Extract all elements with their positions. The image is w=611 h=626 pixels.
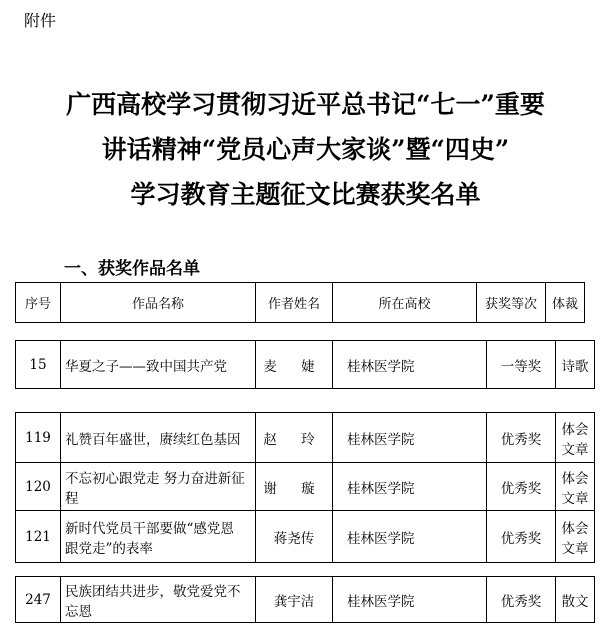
title-line-2: 讲话精神“党员心声大家谈”暨“四史” bbox=[101, 135, 510, 164]
cell-award: 一等奖 bbox=[487, 341, 556, 389]
cell-author: 龚宇洁 bbox=[256, 577, 333, 623]
cell-school: 桂林医学院 bbox=[333, 511, 487, 563]
award-table-header bbox=[15, 282, 585, 323]
cell-school: 桂林医学院 bbox=[333, 341, 487, 389]
cell-no: 15 bbox=[16, 341, 61, 389]
table-row bbox=[16, 463, 595, 511]
cell-genre: 体会文章 bbox=[556, 413, 595, 463]
table-row bbox=[16, 413, 595, 463]
cell-no: 247 bbox=[16, 577, 61, 623]
title-line-3: 学习教育主题征文比赛获奖名单 bbox=[130, 180, 481, 209]
cell-no: 120 bbox=[16, 463, 61, 511]
cell-work: 新时代党员干部要做“感党恩 跟党走”的表率 bbox=[61, 511, 256, 563]
title-line-1: 广西高校学习贯彻习近平总书记“七一”重要 bbox=[66, 90, 545, 119]
cell-school: 桂林医学院 bbox=[333, 463, 487, 511]
cell-genre: 体会文章 bbox=[556, 463, 595, 511]
cell-award: 优秀奖 bbox=[487, 413, 556, 463]
attachment-label: 附件 bbox=[24, 11, 57, 30]
award-table-group-1 bbox=[15, 340, 595, 389]
cell-author: 谢 璇 bbox=[256, 463, 333, 511]
document-title bbox=[0, 82, 611, 217]
header-genre: 体裁 bbox=[546, 283, 585, 323]
cell-work: 华夏之子——致中国共产党 bbox=[61, 341, 256, 389]
cell-work: 礼赞百年盛世，赓续红色基因 bbox=[61, 413, 256, 463]
header-author: 作者姓名 bbox=[256, 283, 333, 323]
cell-no: 119 bbox=[16, 413, 61, 463]
cell-award: 优秀奖 bbox=[487, 463, 556, 511]
cell-school: 桂林医学院 bbox=[333, 413, 487, 463]
cell-work: 民族团结共进步，敬党爱党不忘恩 bbox=[61, 577, 256, 623]
cell-genre: 体会文章 bbox=[556, 511, 595, 563]
cell-award: 优秀奖 bbox=[487, 511, 556, 563]
cell-no: 121 bbox=[16, 511, 61, 563]
header-no: 序号 bbox=[16, 283, 61, 323]
cell-author: 麦 婕 bbox=[256, 341, 333, 389]
section-heading: 一、获奖作品名单 bbox=[64, 259, 200, 279]
cell-genre: 散文 bbox=[556, 577, 595, 623]
cell-author: 赵 玲 bbox=[256, 413, 333, 463]
table-row bbox=[16, 511, 595, 563]
cell-work: 不忘初心跟党走 努力奋进新征程 bbox=[61, 463, 256, 511]
award-table-group-2 bbox=[15, 412, 595, 563]
table-row bbox=[16, 577, 595, 623]
cell-genre: 诗歌 bbox=[556, 341, 595, 389]
header-award: 获奖等次 bbox=[477, 283, 546, 323]
header-school: 所在高校 bbox=[333, 283, 477, 323]
header-work: 作品名称 bbox=[61, 283, 256, 323]
table-row bbox=[16, 341, 595, 389]
award-table-group-3 bbox=[15, 576, 595, 623]
cell-school: 桂林医学院 bbox=[333, 577, 487, 623]
cell-author: 蒋尧传 bbox=[256, 511, 333, 563]
cell-award: 优秀奖 bbox=[487, 577, 556, 623]
